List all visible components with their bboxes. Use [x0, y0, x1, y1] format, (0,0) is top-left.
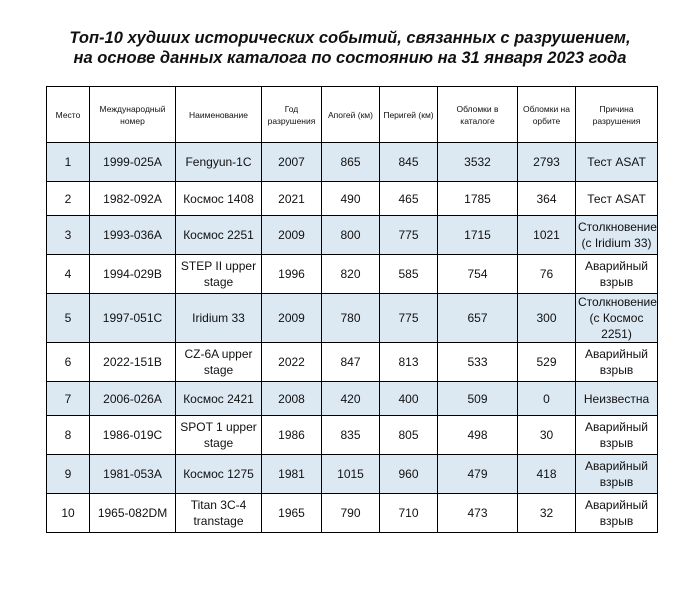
cell-year: 2008 — [262, 382, 322, 416]
cell-apogee: 835 — [322, 416, 380, 455]
cell-cause: Аварийный взрыв — [576, 255, 658, 294]
cell-apogee: 490 — [322, 182, 380, 216]
cell-intl-id: 1986-019C — [90, 416, 176, 455]
table-row — [47, 216, 658, 255]
cell-intl-id: 2006-026A — [90, 382, 176, 416]
cell-year: 2007 — [262, 143, 322, 182]
cell-apogee: 790 — [322, 494, 380, 533]
cell-name: Космос 1408 — [176, 182, 262, 216]
cell-rank: 2 — [47, 182, 90, 216]
cell-debris-orbit: 32 — [518, 494, 576, 533]
cell-name: Космос 2251 — [176, 216, 262, 255]
cell-debris-catalog: 498 — [438, 416, 518, 455]
cell-apogee: 820 — [322, 255, 380, 294]
cell-year: 1986 — [262, 416, 322, 455]
cell-rank: 3 — [47, 216, 90, 255]
cell-intl-id: 1999-025A — [90, 143, 176, 182]
table-row — [47, 416, 658, 455]
cell-debris-catalog: 479 — [438, 455, 518, 494]
cell-debris-orbit: 1021 — [518, 216, 576, 255]
cell-intl-id: 1981-053A — [90, 455, 176, 494]
title-line-2: на основе данных каталога по состоянию на 31 января 2023 года — [73, 49, 627, 67]
cell-debris-catalog: 754 — [438, 255, 518, 294]
cell-debris-orbit: 30 — [518, 416, 576, 455]
header-name: Наименование — [176, 87, 262, 143]
cell-rank: 10 — [47, 494, 90, 533]
cell-rank: 5 — [47, 294, 90, 343]
cell-apogee: 847 — [322, 343, 380, 382]
cell-debris-orbit: 529 — [518, 343, 576, 382]
cell-perigee: 400 — [380, 382, 438, 416]
cell-perigee: 465 — [380, 182, 438, 216]
cell-debris-orbit: 2793 — [518, 143, 576, 182]
table-row — [47, 382, 658, 416]
cell-perigee: 775 — [380, 216, 438, 255]
cell-cause: Столкновение (с Iridium 33) — [576, 216, 658, 255]
header-debris-catalog: Обломки в каталоге — [438, 87, 518, 143]
table-body — [47, 143, 658, 533]
debris-events-table — [46, 86, 658, 533]
cell-rank: 8 — [47, 416, 90, 455]
cell-name: CZ-6A upper stage — [176, 343, 262, 382]
cell-name: Космос 1275 — [176, 455, 262, 494]
cell-debris-catalog: 3532 — [438, 143, 518, 182]
cell-debris-catalog: 1715 — [438, 216, 518, 255]
table-row — [47, 494, 658, 533]
cell-year: 2009 — [262, 294, 322, 343]
cell-cause: Тест ASAT — [576, 182, 658, 216]
cell-debris-catalog: 1785 — [438, 182, 518, 216]
cell-apogee: 800 — [322, 216, 380, 255]
cell-cause: Аварийный взрыв — [576, 416, 658, 455]
cell-year: 1981 — [262, 455, 322, 494]
cell-perigee: 845 — [380, 143, 438, 182]
cell-perigee: 813 — [380, 343, 438, 382]
cell-debris-catalog: 509 — [438, 382, 518, 416]
cell-debris-orbit: 300 — [518, 294, 576, 343]
cell-year: 2021 — [262, 182, 322, 216]
cell-debris-orbit: 364 — [518, 182, 576, 216]
cell-name: Космос 2421 — [176, 382, 262, 416]
header-perigee: Перигей (км) — [380, 87, 438, 143]
header-apogee: Апогей (км) — [322, 87, 380, 143]
cell-apogee: 1015 — [322, 455, 380, 494]
cell-intl-id: 1965-082DM — [90, 494, 176, 533]
cell-year: 2009 — [262, 216, 322, 255]
cell-name: Fengyun-1C — [176, 143, 262, 182]
cell-apogee: 865 — [322, 143, 380, 182]
cell-rank: 4 — [47, 255, 90, 294]
cell-cause: Аварийный взрыв — [576, 343, 658, 382]
cell-debris-catalog: 533 — [438, 343, 518, 382]
cell-cause: Неизвестна — [576, 382, 658, 416]
cell-debris-catalog: 473 — [438, 494, 518, 533]
cell-cause: Аварийный взрыв — [576, 455, 658, 494]
cell-intl-id: 1997-051C — [90, 294, 176, 343]
cell-apogee: 420 — [322, 382, 380, 416]
cell-rank: 1 — [47, 143, 90, 182]
cell-debris-orbit: 0 — [518, 382, 576, 416]
cell-intl-id: 2022-151B — [90, 343, 176, 382]
header-cause: Причина разрушения — [576, 87, 658, 143]
header-debris-orbit: Обломки на орбите — [518, 87, 576, 143]
cell-intl-id: 1993-036A — [90, 216, 176, 255]
cell-rank: 6 — [47, 343, 90, 382]
table-row — [47, 182, 658, 216]
cell-rank: 9 — [47, 455, 90, 494]
cell-cause: Столкновение (с Космос 2251) — [576, 294, 658, 343]
header-year: Год разрушения — [262, 87, 322, 143]
header-row — [47, 87, 658, 143]
cell-intl-id: 1982-092A — [90, 182, 176, 216]
table-row — [47, 343, 658, 382]
cell-year: 2022 — [262, 343, 322, 382]
cell-perigee: 585 — [380, 255, 438, 294]
cell-cause: Тест ASAT — [576, 143, 658, 182]
cell-year: 1996 — [262, 255, 322, 294]
cell-debris-orbit: 76 — [518, 255, 576, 294]
header-intl-id: Международный номер — [90, 87, 176, 143]
cell-name: Iridium 33 — [176, 294, 262, 343]
cell-apogee: 780 — [322, 294, 380, 343]
cell-rank: 7 — [47, 382, 90, 416]
cell-name: Titan 3C-4 transtage — [176, 494, 262, 533]
cell-cause: Аварийный взрыв — [576, 494, 658, 533]
header-rank: Место — [47, 87, 90, 143]
cell-year: 1965 — [262, 494, 322, 533]
cell-perigee: 775 — [380, 294, 438, 343]
cell-intl-id: 1994-029B — [90, 255, 176, 294]
cell-name: SPOT 1 upper stage — [176, 416, 262, 455]
table-row — [47, 143, 658, 182]
cell-perigee: 710 — [380, 494, 438, 533]
cell-name: STEP II upper stage — [176, 255, 262, 294]
cell-perigee: 805 — [380, 416, 438, 455]
title-line-1: Топ-10 худших исторических событий, связанных с разрушением, — [69, 29, 631, 47]
cell-debris-orbit: 418 — [518, 455, 576, 494]
page-title — [0, 28, 700, 68]
table-row — [47, 455, 658, 494]
cell-debris-catalog: 657 — [438, 294, 518, 343]
cell-perigee: 960 — [380, 455, 438, 494]
table-row — [47, 294, 658, 343]
table-row — [47, 255, 658, 294]
